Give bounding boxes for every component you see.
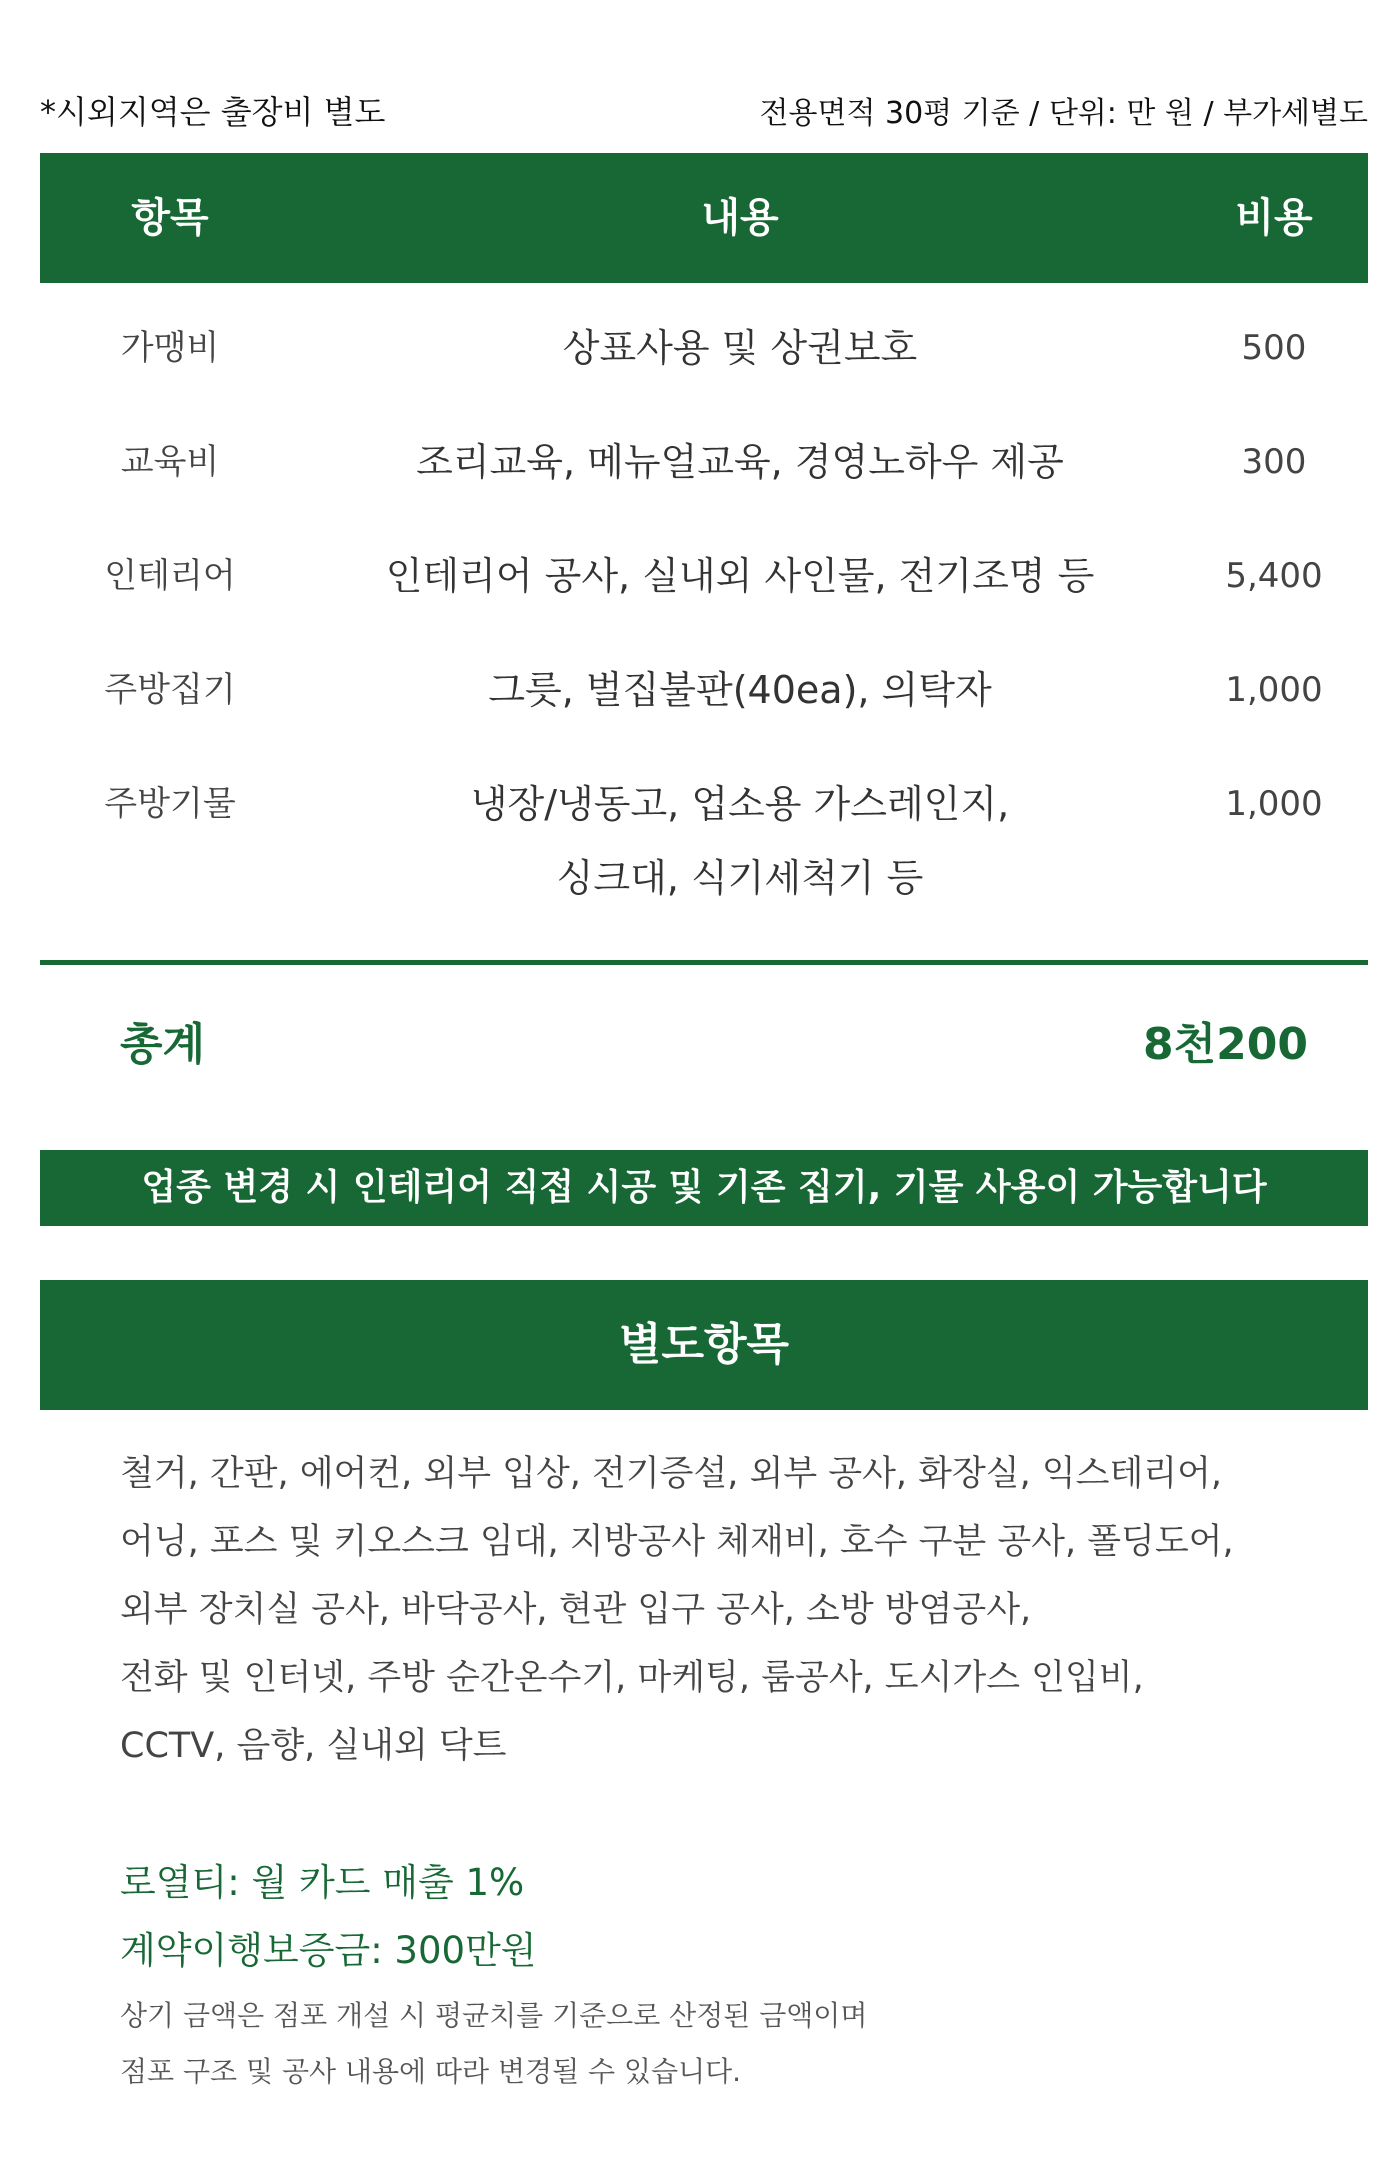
row-cost: 1,000 [1225, 670, 1323, 710]
row-cost: 5,400 [1225, 556, 1323, 596]
extras-line: 철거, 간판, 에어컨, 외부 입상, 전기증설, 외부 공사, 화장실, 익스테리어, [120, 1454, 1223, 1494]
row-item: 주방집기 [104, 670, 236, 710]
row-cost: 500 [1241, 328, 1307, 368]
total-value: 8천200 [1143, 1019, 1308, 1070]
table-row [40, 318, 1368, 378]
header-desc: 내용 [701, 195, 779, 241]
row-desc: 조리교육, 메뉴얼교육, 경영노하우 제공 [416, 440, 1064, 484]
row-desc: 인테리어 공사, 실내외 사인물, 전기조명 등 [385, 554, 1095, 598]
header-cost: 비용 [1235, 195, 1313, 241]
extras-line: 어닝, 포스 및 키오스크 임대, 지방공사 체재비, 호수 구분 공사, 폴딩도어, [120, 1522, 1234, 1562]
row-item: 인테리어 [104, 556, 236, 596]
header-item: 항목 [131, 195, 209, 241]
extras-line: CCTV, 음향, 실내외 닥트 [120, 1726, 507, 1766]
footnote-line: 상기 금액은 점포 개설 시 평균치를 기준으로 산정된 금액이며 [120, 1999, 868, 2032]
table-row [40, 546, 1368, 606]
business-change-banner: 업종 변경 시 인테리어 직접 시공 및 기존 집기, 기물 사용이 가능합니다 [40, 1150, 1368, 1226]
row-item: 교육비 [120, 442, 220, 482]
table-row [40, 660, 1368, 720]
row-cost: 1,000 [1225, 784, 1323, 824]
top-note [40, 85, 1368, 135]
footnote-line: 점포 구조 및 공사 내용에 따라 변경될 수 있습니다. [120, 2055, 742, 2088]
row-cost: 300 [1241, 442, 1307, 482]
unit-note: 전용면적 30평 기준 / 단위: 만 원 / 부가세별도 [759, 96, 1368, 131]
total-row [40, 1015, 1368, 1075]
total-divider [40, 960, 1368, 965]
extras-list [120, 1440, 1320, 1780]
table-row [40, 774, 1368, 908]
royalty-text: 로열티: 월 카드 매출 1% [120, 1861, 525, 1904]
table-header [40, 153, 1368, 283]
total-label: 총계 [120, 1019, 206, 1070]
row-desc-line-2: 싱크대, 식기세척기 등 [556, 856, 924, 900]
table-row [40, 432, 1368, 492]
deposit-text: 계약이행보증금: 300만원 [120, 1929, 537, 1972]
row-desc-line-1: 냉장/냉동고, 업소용 가스레인지, [470, 782, 1010, 826]
extras-line: 외부 장치실 공사, 바닥공사, 현관 입구 공사, 소방 방염공사, [120, 1590, 1032, 1630]
row-item: 가맹비 [120, 328, 220, 368]
row-desc: 상표사용 및 상권보호 [562, 326, 918, 370]
extras-title: 별도항목 [40, 1280, 1368, 1410]
row-item: 주방기물 [104, 784, 236, 824]
travel-cost-note: *시외지역은 출장비 별도 [40, 93, 386, 131]
extras-line: 전화 및 인터넷, 주방 순간온수기, 마케팅, 룸공사, 도시가스 인입비, [120, 1658, 1144, 1698]
row-desc: 그릇, 벌집불판(40ea), 의탁자 [488, 668, 992, 712]
